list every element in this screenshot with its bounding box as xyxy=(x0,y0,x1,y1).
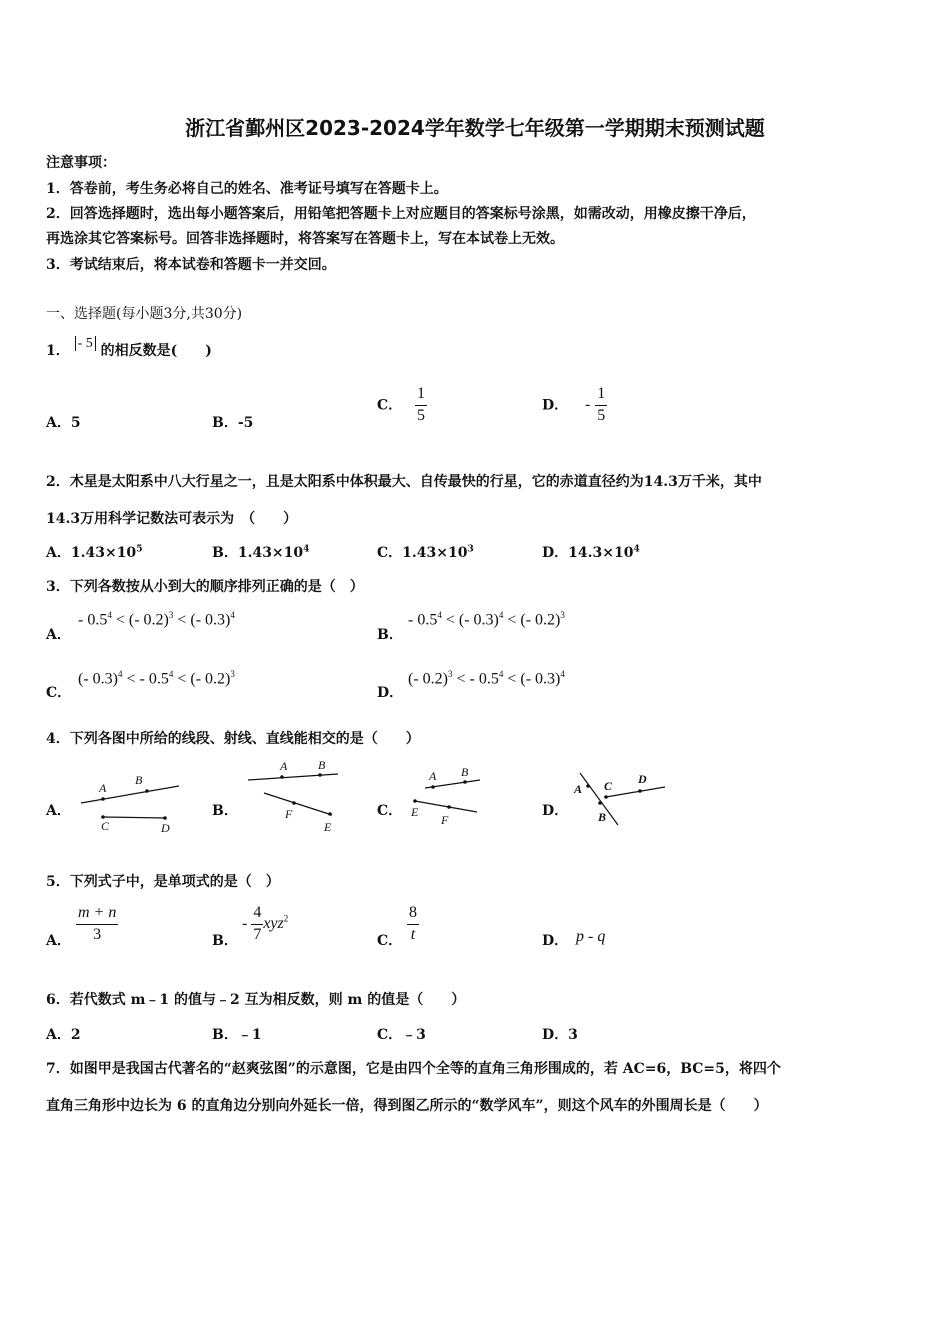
q6-option-d[interactable]: D．3 xyxy=(542,1027,578,1043)
q6-option-a[interactable]: A．2 xyxy=(46,1027,81,1043)
question-3: 3．下列各数按从小到大的顺序排列正确的是（ ） xyxy=(46,579,364,595)
svg-text:C: C xyxy=(101,819,110,833)
notice-item-3: 3．考试结束后，将本试卷和答题卡一并交回。 xyxy=(46,257,336,273)
q4-figure-c xyxy=(405,764,490,832)
q4-option-d-label[interactable]: D． xyxy=(542,803,569,819)
q4-option-a-label[interactable]: A． xyxy=(46,803,71,819)
q3-option-b-expr[interactable]: - $0.5^4$ < (- 0.3)$^4$ < (- 0.2)$^3$ xyxy=(408,610,565,629)
svg-text:F: F xyxy=(441,813,449,827)
q5-option-a-label[interactable]: A． xyxy=(46,933,71,949)
svg-text:E: E xyxy=(411,805,419,819)
q5-option-b-label[interactable]: B． xyxy=(212,933,238,949)
question-4: 4．下列各图中所给的线段、射线、直线能相交的是（ ） xyxy=(46,731,420,747)
svg-text:A: A xyxy=(574,782,583,796)
q4-option-c-label[interactable]: C． xyxy=(377,803,403,819)
q3-option-d-expr[interactable]: (- 0.2)$^3$ < - $0.5^4$ < (- 0.3)$^4$ xyxy=(408,669,565,688)
svg-text:A: A xyxy=(429,769,437,783)
question-5: 5．下列式子中，是单项式的是（ ） xyxy=(46,874,280,890)
q1-option-a[interactable]: A．5 xyxy=(46,415,81,431)
q1-option-d[interactable]: D． - $\frac{1}{5}$ xyxy=(542,385,606,424)
q4-figure-d xyxy=(570,765,670,830)
page-title: 浙江省鄞州区2023-2024学年数学七年级第一学期期末预测试题 xyxy=(185,116,765,140)
q5-option-c-label[interactable]: C． xyxy=(377,933,403,949)
q4-option-b-label[interactable]: B． xyxy=(212,803,238,819)
q2-option-a[interactable]: A．$1.43\times 10^5$ xyxy=(46,544,143,561)
q2-option-d[interactable]: D．$14.3\times 10^4$ xyxy=(542,544,640,561)
question-2-line-2: 14.3万用科学记数法可表示为 （ ） xyxy=(46,511,298,527)
notice-item-2a: 2．回答选择题时，选出每小题答案后，用铅笔把答题卡上对应题目的答案标号涂黑，如需改动，用橡皮擦干净后， xyxy=(46,206,756,222)
svg-text:B: B xyxy=(598,810,607,824)
notice-item-2b: 再选涂其它答案标号。回答非选择题时，将答案写在答题卡上，写在本试卷上无效。 xyxy=(46,231,564,247)
q5-option-a-expr[interactable]: $\frac{m + n}{3}$ xyxy=(78,904,117,943)
q2-option-c[interactable]: C．$1.43\times 10^3$ xyxy=(377,544,474,561)
svg-text:C: C xyxy=(604,779,613,793)
notice-item-1: 1．答卷前，考生务必将自己的姓名、准考证号填写在答题卡上。 xyxy=(46,181,448,197)
q6-option-b[interactable]: B．﹣1 xyxy=(212,1027,262,1043)
q5-option-b-expr[interactable]: - $\frac{4}{7}$ xyz$^2$ xyxy=(242,904,289,943)
absolute-value: - 5 xyxy=(75,336,96,351)
q5-option-d-label[interactable]: D． xyxy=(542,933,569,949)
svg-text:B: B xyxy=(135,773,143,787)
question-2-line-1: 2．木星是太阳系中八大行星之一，且是太阳系中体积最大、自传最快的行星，它的赤道直径约为14.3万千米，其中 xyxy=(46,474,762,490)
svg-text:B: B xyxy=(318,758,326,772)
svg-text:F: F xyxy=(285,807,293,821)
question-6: 6．若代数式 m﹣1 的值与﹣2 互为相反数，则 m 的值是（ ） xyxy=(46,992,466,1008)
q3-option-c-expr[interactable]: (- 0.3)$^4$ < - $0.5^4$ < (- 0.2)$^3$ xyxy=(78,669,235,688)
q1-option-b[interactable]: B．-5 xyxy=(212,415,254,431)
question-7-line-2: 直角三角形中边长为 6 的直角边分别向外延长一倍，得到图乙所示的“数学风车”，则这个风车的外围周长是（ ） xyxy=(46,1098,768,1114)
q2-option-b[interactable]: B．$1.43\times 10^4$ xyxy=(212,544,310,561)
question-1: 1． - 5 的相反数是( ) xyxy=(46,336,212,359)
notice-heading: 注意事项： xyxy=(46,155,116,171)
q3-option-c-label[interactable]: C． xyxy=(46,685,72,701)
q3-option-d-label[interactable]: D． xyxy=(377,685,404,701)
svg-text:D: D xyxy=(161,821,170,835)
svg-text:B: B xyxy=(461,765,469,779)
q3-option-b-label[interactable]: B． xyxy=(377,627,403,643)
q4-figure-a xyxy=(75,770,190,835)
svg-text:D: D xyxy=(638,772,647,786)
svg-text:E: E xyxy=(324,820,332,834)
section-heading: 一、选择题(每小题3分,共30分) xyxy=(46,306,243,322)
q4-figure-b xyxy=(242,758,347,838)
question-7-line-1: 7．如图甲是我国古代著名的“赵爽弦图”的示意图，它是由四个全等的直角三角形围成的，若 AC=6，BC=5，将四个 xyxy=(46,1061,781,1077)
q3-option-a-label[interactable]: A． xyxy=(46,627,71,643)
q1-option-c[interactable]: C． $\frac{1}{5}$ xyxy=(377,385,426,424)
svg-text:A: A xyxy=(99,781,107,795)
q3-option-a-expr[interactable]: - $0.5^4$ < (- 0.2)$^3$ < (- 0.3)$^4$ xyxy=(78,610,235,629)
q5-option-d-expr[interactable]: p - q xyxy=(576,928,606,945)
q6-option-c[interactable]: C．﹣3 xyxy=(377,1027,426,1043)
q5-option-c-expr[interactable]: $\frac{8}{t}$ xyxy=(409,904,417,943)
svg-text:A: A xyxy=(280,759,288,773)
